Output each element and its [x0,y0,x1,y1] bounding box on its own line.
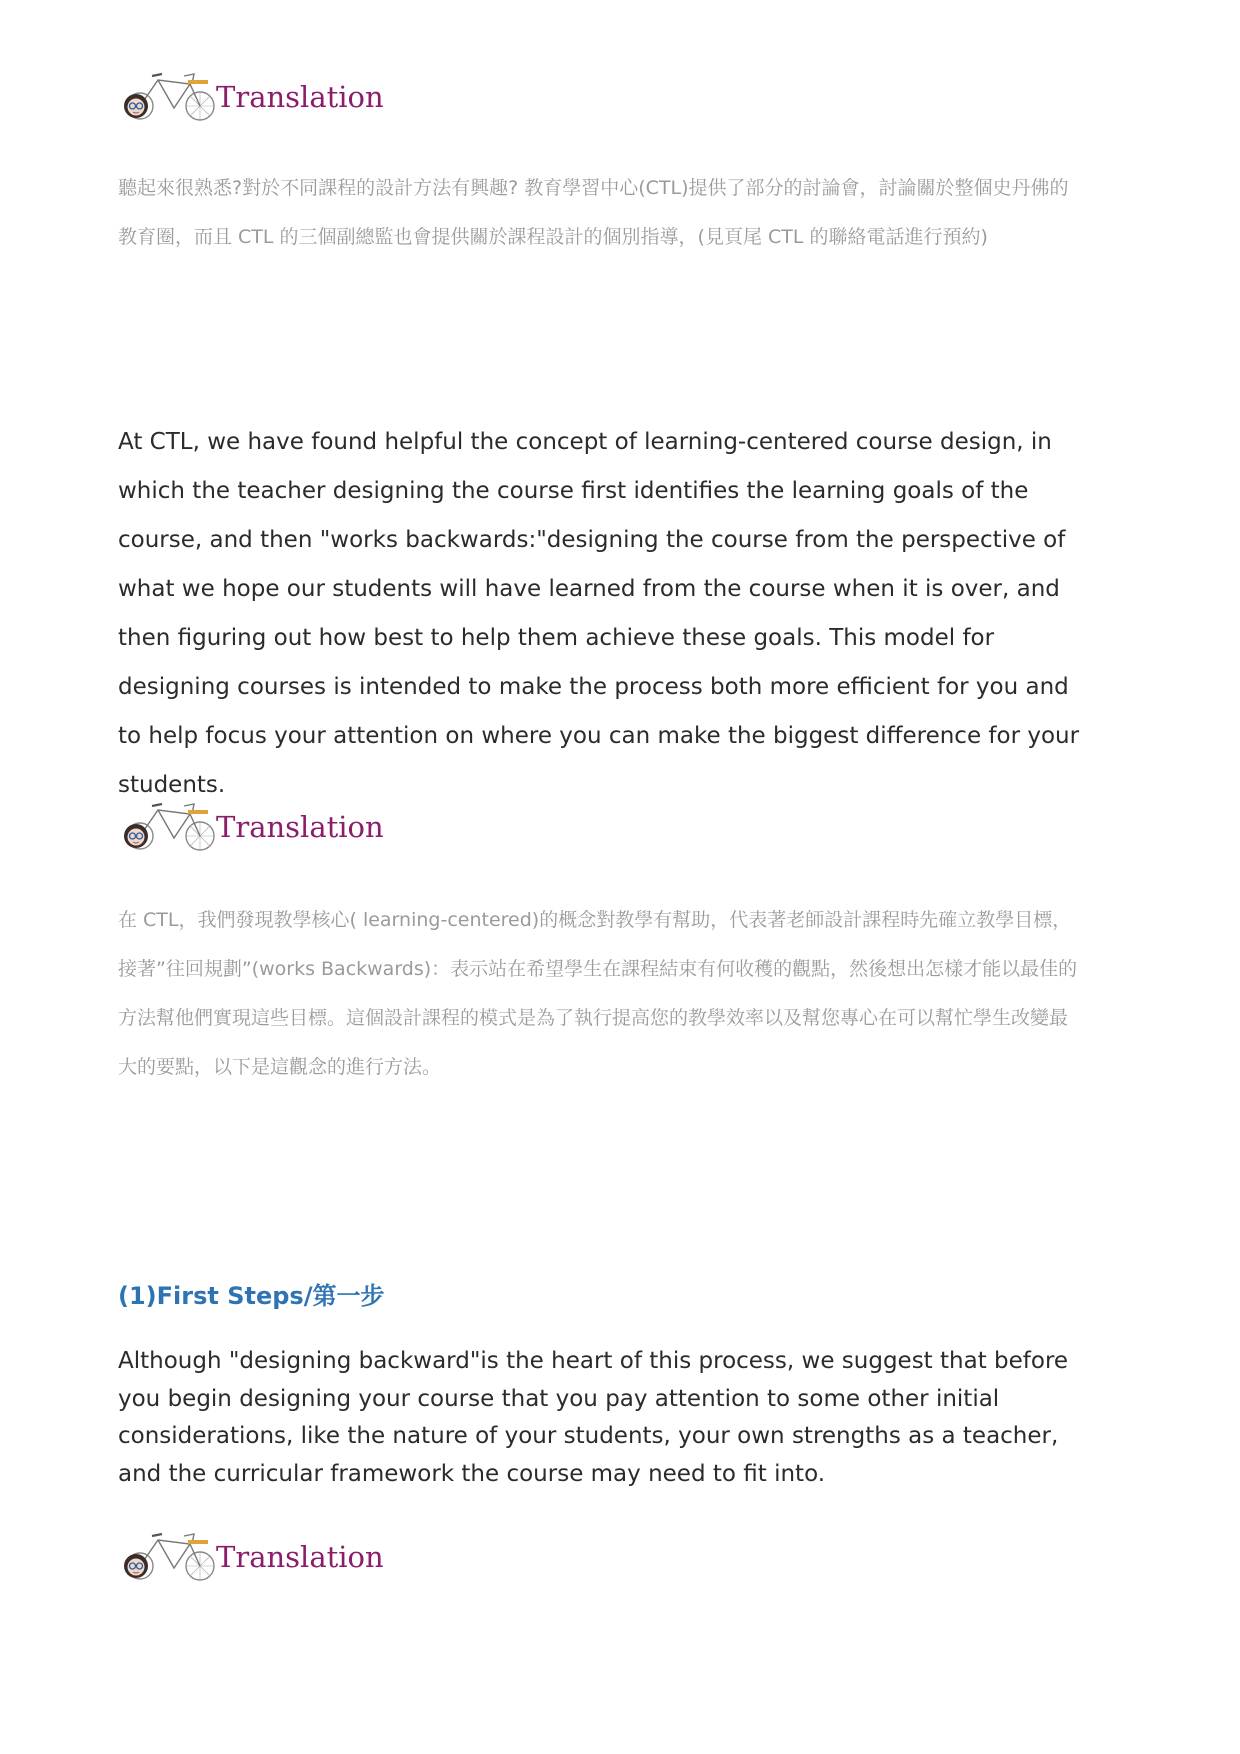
translation-badge [118,792,384,854]
translation-paragraph-2: 在 CTL，我們發現教學核心( learning-centered)的概念對教學有幫助，代表著老師設計課程時先確立教學目標，接著”往回規劃”(works Backwards)：表示站在希望學生在課程結束有何收穫的觀點，然後想出怎樣才能以最佳的方法幫他們實現這些目標。這個設計課程的模式是為了執行提高您的教學效率以及幫您專心在可以幫忙學生改變最大的要點，以下是這觀念的進行方法。 [118,909,1078,1078]
translation-badge [118,1522,384,1584]
translation-paragraph-1: 聽起來很熟悉?對於不同課程的設計方法有興趣? 教育學習中心(CTL)提供了部分的討論會，討論關於整個史丹佛的教育圈，而且 CTL 的三個副總監也會提供關於課程設計的個別指導，(見頁尾 CTL 的聯絡電話進行預約) [118,177,1069,248]
translation-label: Translation [216,1540,384,1574]
body-paragraph-2: Although "designing backward"is the heart of this process, we suggest that before you begin designing your course that you pay attention to some other initial considerations, like the nature of your students, your own strengths as a teacher, and the curricular framework the course may need to fit into. [118,1348,1069,1487]
bicycle-girl-icon [118,62,218,124]
translation-badge [118,62,384,124]
translation-label: Translation [216,80,384,114]
body-paragraph-1: At CTL, we have found helpful the concept of learning-centered course design, in which the teacher designing the course first identifies the learning goals of the course, and then "works backwards:"designing the course from the perspective of what we hope our students will have learned from the course when it is over, and then figuring out how best to help them achieve these goals. This model for designing courses is intended to make the process both more efficient for you and to help focus your attention on where you can make the biggest difference for your students. [118,429,1080,798]
bicycle-girl-icon [118,792,218,854]
translation-label: Translation [216,810,384,844]
section-heading: (1)First Steps/第一步 [118,1282,385,1310]
bicycle-girl-icon [118,1522,218,1584]
